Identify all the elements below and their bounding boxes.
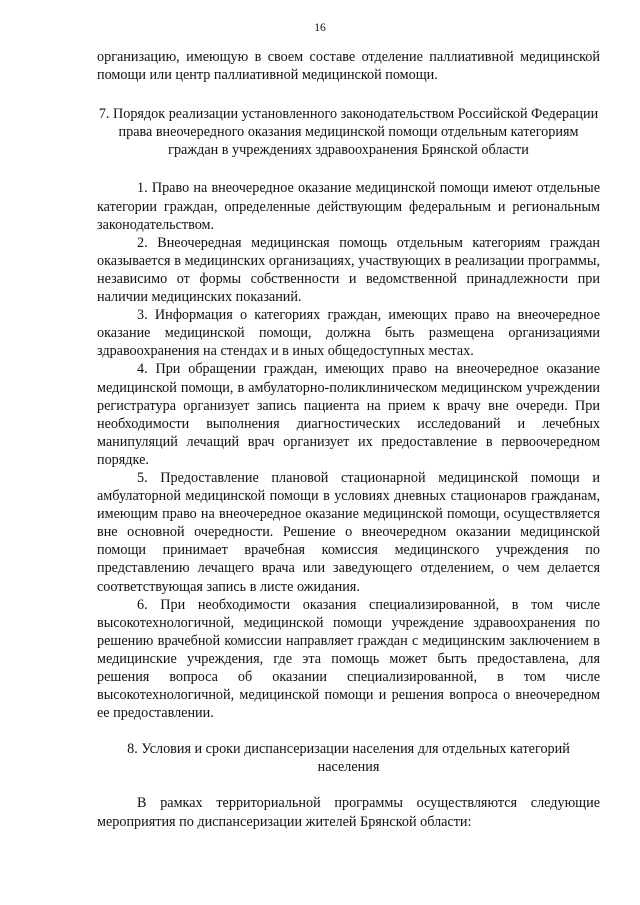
page-number: 16 xyxy=(314,22,326,34)
section-7-item-2: 2. Внеочередная медицинская помощь отдельным категориям граждан оказывается в медицинских организациях, участвующих в реализации программы, независимо от формы собственности и ведомственной принадлежности при наличии медицинских показаний. xyxy=(97,234,600,306)
document-body xyxy=(97,48,600,831)
section-7-item-3: 3. Информация о категориях граждан, имеющих право на внеочередное оказание медицинской помощи, должна быть размещена организациями здравоохранения на стендах и в иных общедоступных местах. xyxy=(97,307,600,360)
section-7-item-6: 6. При необходимости оказания специализированной, в том числе высокотехнологичной, медицинской помощи учреждение здравоохранения по решению врачебной комиссии направляет граждан с медицинским заключением в медицинские учреждения, где эта помощь может быть предоставлена, для решения вопроса об оказании специализированной, в том числе высокотехнологичной, медицинской помощи и решения вопроса о внеочередном ее предоставлении. xyxy=(97,596,600,722)
section-7-heading: 7. Порядок реализации установленного законодательством Российской Федерации права внеочередного оказания медицинской помощи отдельным категориям граждан в учреждениях здравоохранения Брянской области xyxy=(98,106,599,159)
section-8-heading: 8. Условия и сроки диспансеризации населения для отдельных категорий населения xyxy=(127,741,570,776)
section-7-item-1: 1. Право на внеочередное оказание медицинской помощи имеют отдельные категории граждан, определенные действующим федеральным и региональным законодательством. xyxy=(97,180,600,233)
section-7-item-5: 5. Предоставление плановой стационарной медицинской помощи и амбулаторной медицинской помощи в условиях дневных стационаров гражданам, имеющим право на внеочередное оказание медицинской помощи, осуществляется вне основной очередности. Решение о внеочередном оказании медицинской помощи принимает врачебная комиссия медицинского учреждения по представлению лечащего врача или заведующего отделением, о чем делается соответствующая запись в листе ожидания. xyxy=(97,469,600,595)
section-7-item-4: 4. При обращении граждан, имеющих право на внеочередное оказание медицинской помощи, в амбулаторно-поликлиническом медицинском учреждении регистратура организует запись пациента на прием к врачу вне очереди. При необходимости выполнения диагностических исследований и лечебных манипуляций лечащий врач организует их предоставление в первоочередном порядке. xyxy=(97,361,600,468)
intro-paragraph: организацию, имеющую в своем составе отделение паллиативной медицинской помощи или центр паллиативной медицинской помощи. xyxy=(97,49,600,84)
section-8-paragraph: В рамках территориальной программы осуществляются следующие мероприятия по диспансеризации жителей Брянской области: xyxy=(97,795,600,830)
